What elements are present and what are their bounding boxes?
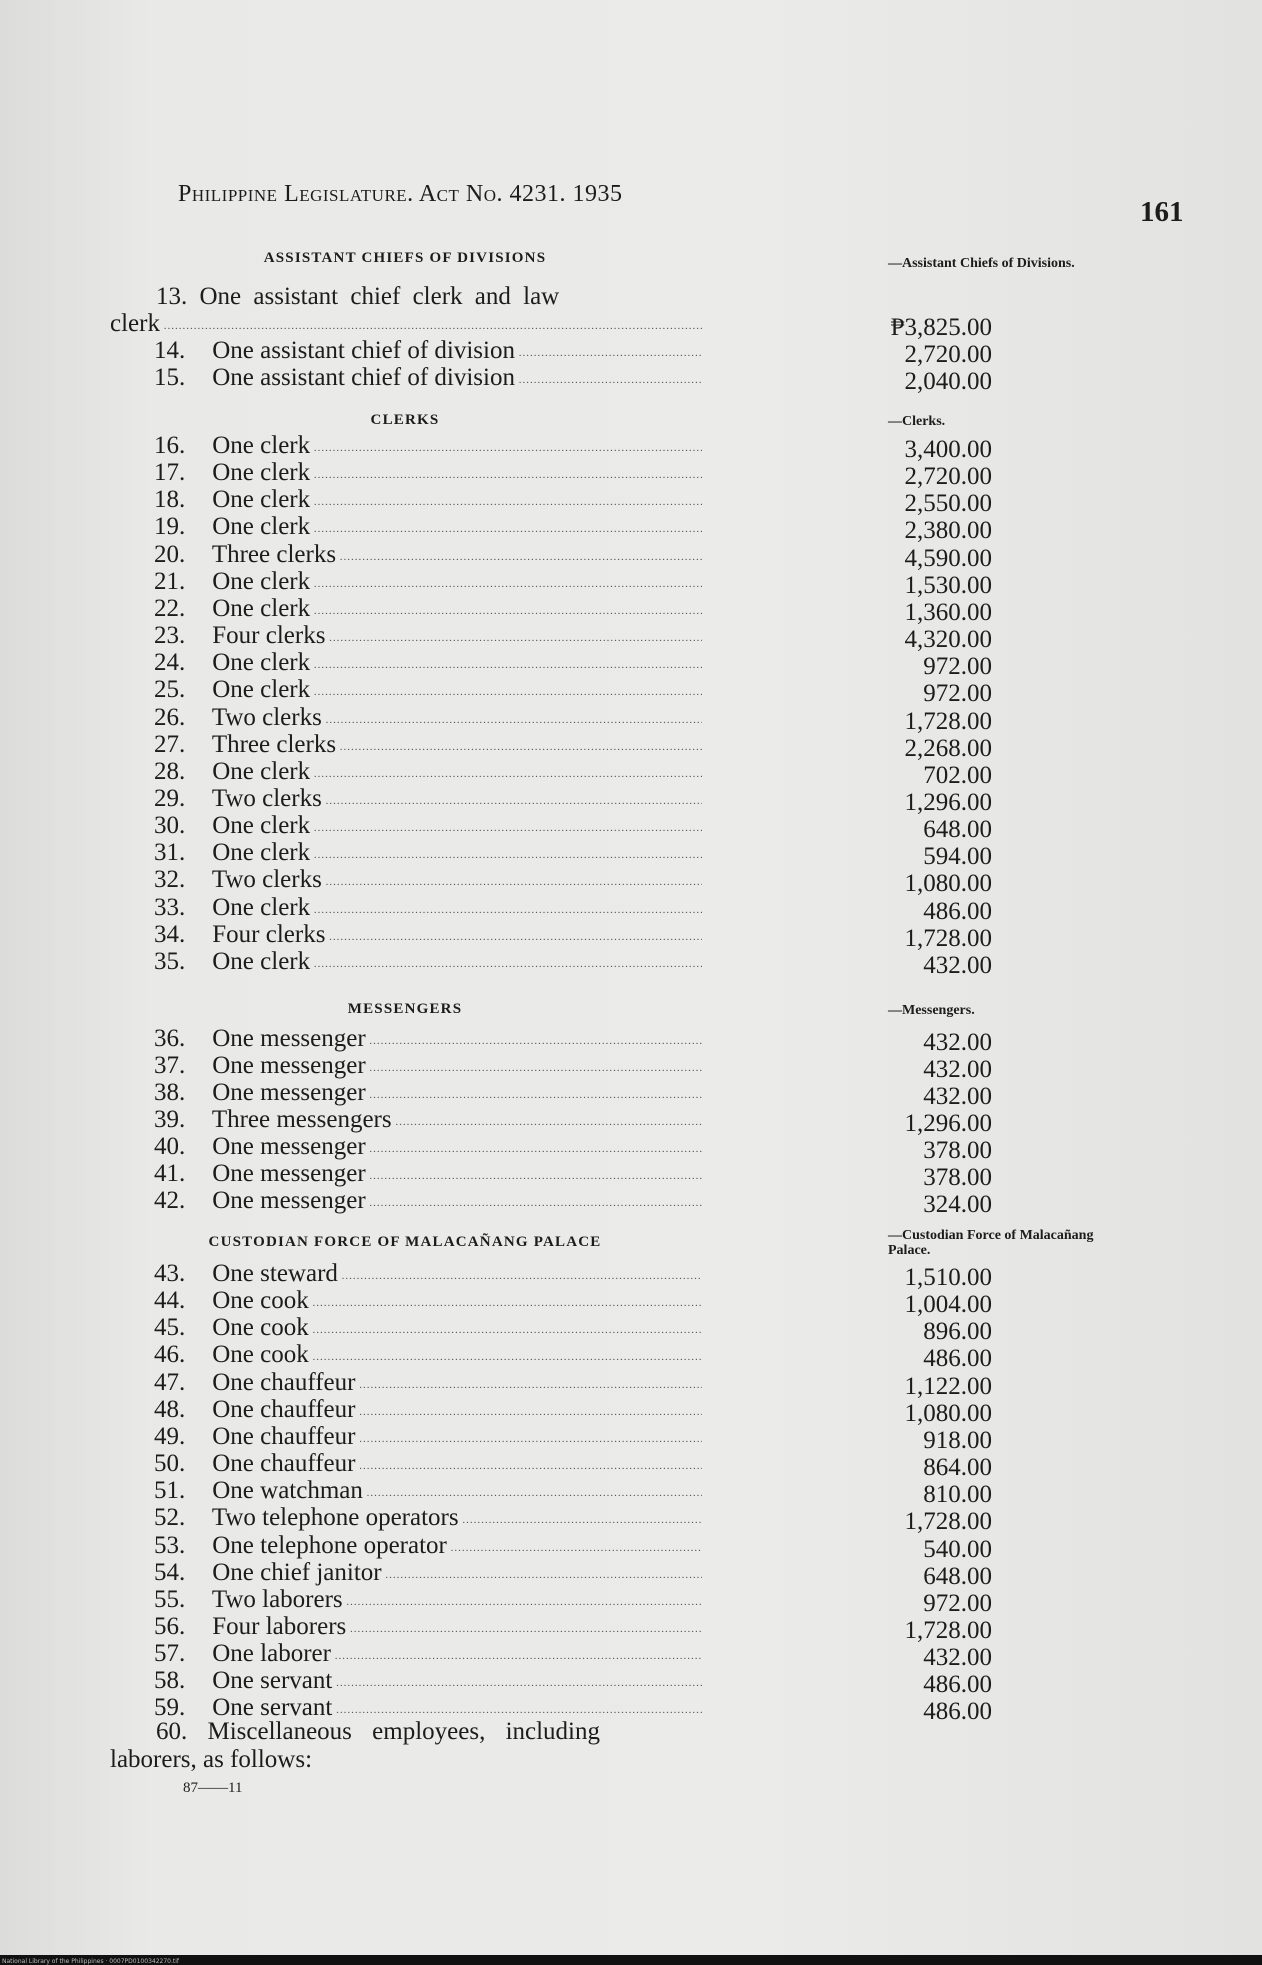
item-number: 27. [154,730,186,758]
table-row [110,594,992,626]
item-number: 48. [154,1395,186,1423]
table-row [110,432,992,463]
item-amount: 1,728.00 [904,707,992,735]
item-number: 39. [154,1106,186,1133]
item-description: One clerk [212,947,311,975]
item-description: One steward [212,1260,338,1287]
table-row [110,1368,992,1400]
item-amount: 2,550.00 [904,490,992,518]
table-row [110,310,992,341]
item-amount: 2,040.00 [904,368,992,395]
item-label [154,513,702,543]
item-description: One messenger [212,1052,366,1079]
item-number: 37. [154,1052,186,1079]
item-description: One chauffeur [212,1395,356,1423]
item-number: 34. [154,920,186,948]
section-heading-assistant-chiefs: ASSISTANT CHIEFS OF DIVISIONS [263,250,547,266]
item-description: One clerk [212,432,311,459]
item-number: 45. [154,1314,186,1342]
item-label [154,1667,702,1697]
item-description: One clerk [212,839,311,867]
table-row [110,676,992,708]
item-amount: 2,380.00 [904,517,992,545]
item-label [154,432,702,462]
item-amount: 1,080.00 [904,1399,992,1427]
item-description: One messenger [212,1160,366,1187]
table-row [110,486,992,518]
item-label [154,1586,702,1616]
table-row [110,1395,992,1427]
item-number: 51. [154,1477,186,1505]
item-amount: 432.00 [923,951,992,979]
item-description: One assistant chief of division [212,364,515,391]
item-number: 24. [154,649,186,677]
item-label [154,1369,702,1399]
item-label [154,812,702,842]
table-row [110,893,992,925]
table-row [110,812,992,844]
item-description: One assistant chief of division [212,337,515,364]
item-label [154,1052,702,1082]
item-amount: 648.00 [923,1562,992,1590]
item-number: 52. [154,1504,186,1532]
table-row [110,703,992,735]
item-description: Four laborers [212,1612,347,1640]
table-row [110,1025,992,1056]
table-row [110,622,992,654]
item-label [154,704,702,734]
item-number: 41. [154,1160,186,1187]
item-amount: 702.00 [923,761,992,789]
item-label [154,1504,702,1534]
item-description: One watchman [212,1477,363,1505]
item-number: 58. [154,1667,186,1695]
item-description: One clerk [212,812,311,840]
item-number: 55. [154,1585,186,1613]
item-label [154,758,702,788]
item-label [154,894,702,924]
item-description: Three messengers [211,1106,392,1133]
item-label [154,1450,702,1480]
item-description: One clerk [212,567,311,595]
item-description: One clerk [212,649,311,677]
item-label [154,1187,702,1217]
item-amount: 378.00 [923,1137,992,1164]
item-amount: 4,320.00 [904,626,992,654]
item-number: 15. [154,364,186,391]
table-row [110,1052,992,1083]
item-description: One clerk [212,459,311,487]
table-row [110,1422,992,1454]
item-amount: 324.00 [923,1191,992,1218]
item-label [154,921,702,951]
item-number: 23. [154,622,186,650]
item-label [154,486,702,516]
item-amount: 486.00 [923,1671,992,1699]
item-amount: 432.00 [923,1083,992,1110]
item-number: 38. [154,1079,186,1106]
item-label [154,1396,702,1426]
item-description: Four clerks [212,622,326,650]
item-label [154,948,702,978]
table-row [110,784,992,816]
table-row [110,1531,992,1563]
item-number: 18. [154,486,186,514]
item-label [154,866,702,896]
item-amount: 2,268.00 [904,734,992,762]
footer-credit: National Library of the Philippines · 0007PD0100342270.tif [2,1958,180,1965]
item-number: 17. [154,459,186,487]
item-number: 32. [154,866,186,894]
item-amount: 1,510.00 [904,1264,992,1291]
item-number: 19. [154,513,186,541]
item-label [154,1613,702,1643]
table-row [110,1133,992,1164]
item-amount: 896.00 [923,1318,992,1346]
item-amount: 1,296.00 [904,1110,992,1137]
item-label [154,1559,702,1589]
item-number: 33. [154,893,186,921]
item-label [154,1341,702,1371]
signature-mark: 87——11 [183,1780,243,1796]
item-description: One clerk [212,513,311,541]
item-number: 43. [154,1260,186,1287]
item-amount: 1,080.00 [904,870,992,898]
item-number: 31. [154,839,186,867]
item-description: One laborer [212,1640,331,1668]
table-row [110,1260,992,1291]
item-amount: 972.00 [923,680,992,708]
item-amount: 1,004.00 [904,1291,992,1319]
item-amount: 594.00 [923,843,992,871]
item-label [154,649,702,679]
item-label [154,337,702,367]
table-row [110,1106,992,1137]
item-description: Three clerks [211,540,337,568]
item-60-line2: laborers, as follows: [110,1746,313,1773]
item-description: Three clerks [211,730,337,758]
page-number: 161 [1140,196,1184,228]
item-13-line1: 13. One assistant chief clerk and law [156,283,560,310]
table-row [110,1504,992,1536]
table-row [110,1287,992,1319]
section-heading-custodian: CUSTODIAN FORCE OF MALACAÑANG PALACE [208,1234,602,1250]
item-label [154,1133,702,1163]
table-row [110,1558,992,1590]
table-row [110,866,992,898]
item-description: One clerk [212,594,311,622]
table-row [110,513,992,545]
item-label [154,676,702,706]
item-description: One clerk [212,757,311,785]
item-amount: 4,590.00 [904,544,992,572]
item-number: 44. [154,1287,186,1315]
item-amount: 1,728.00 [904,924,992,952]
item-number: 36. [154,1025,186,1052]
item-amount: 1,728.00 [904,1508,992,1536]
item-description: One clerk [212,486,311,514]
table-row [110,1640,992,1672]
table-row [110,1477,992,1509]
item-amount: 2,720.00 [904,463,992,491]
item-label [154,1160,702,1190]
item-description: One chauffeur [212,1422,356,1450]
item-label [154,1287,702,1317]
item-description: One clerk [212,676,311,704]
item-amount: 432.00 [923,1029,992,1056]
item-number: 29. [154,784,186,812]
table-row [110,1667,992,1699]
item-amount: 378.00 [923,1164,992,1191]
table-row [110,1079,992,1110]
item-number: 20. [154,540,186,568]
item-label [154,364,702,394]
margin-note-assistant-chiefs: —Assistant Chiefs of Divisions. [888,256,1075,271]
item-description: One servant [212,1667,333,1695]
item-number: 50. [154,1450,186,1478]
item-description: One cook [212,1287,309,1315]
item-label [154,731,702,761]
item-description: Two clerks [211,703,322,731]
table-row [110,757,992,789]
table-row [110,1341,992,1373]
table-row [110,1612,992,1644]
table-row [110,839,992,871]
item-amount: 1,296.00 [904,788,992,816]
item-label [154,1025,702,1055]
item-label [154,595,702,625]
item-label [154,1314,702,1344]
item-number: 53. [154,1531,186,1559]
item-60-line1: 60. Miscellaneous employees, including [156,1718,601,1745]
item-label [154,622,702,652]
item-amount: 1,360.00 [904,598,992,626]
item-description: One messenger [212,1079,366,1106]
item-label [154,839,702,869]
item-amount: 486.00 [923,1698,992,1726]
item-label [154,1640,702,1670]
item-amount: 432.00 [923,1056,992,1083]
item-amount: 918.00 [923,1426,992,1454]
item-13-amount: ₱3,825.00 [890,314,992,341]
item-number: 30. [154,812,186,840]
item-description: One chauffeur [212,1450,356,1478]
table-row [110,1314,992,1346]
section-heading-messengers: MESSENGERS [347,1001,463,1017]
item-number: 56. [154,1612,186,1640]
item-amount: 540.00 [923,1535,992,1563]
item-label [154,1423,702,1453]
item-description: Two telephone operators [211,1504,459,1532]
item-amount: 972.00 [923,653,992,681]
item-amount: 432.00 [923,1644,992,1672]
item-label [154,1106,702,1136]
item-amount: 3,400.00 [904,436,992,463]
item-label [154,1532,702,1562]
item-description: Two clerks [211,784,322,812]
item-label [154,1079,702,1109]
table-row [110,1160,992,1191]
item-amount: 972.00 [923,1589,992,1617]
item-number: 57. [154,1640,186,1668]
table-row [110,540,992,572]
item-description: One chief janitor [212,1558,382,1586]
item-number: 46. [154,1341,186,1369]
item-amount: 1,530.00 [904,571,992,599]
item-number: 42. [154,1187,186,1214]
item-description: One cook [212,1314,309,1342]
item-amount: 1,728.00 [904,1616,992,1644]
item-amount: 648.00 [923,816,992,844]
item-amount: 2,720.00 [904,341,992,368]
item-number: 16. [154,432,186,459]
item-label [154,541,702,571]
item-description: One messenger [212,1025,366,1052]
item-number: 59. [154,1694,186,1722]
table-row [110,730,992,762]
item-number: 22. [154,594,186,622]
item-number: 21. [154,567,186,595]
item-amount: 486.00 [923,897,992,925]
item-label [154,1477,702,1507]
item-description: Four clerks [212,920,326,948]
item-label [154,568,702,598]
margin-note-clerks: —Clerks. [888,414,946,429]
item-number: 49. [154,1422,186,1450]
table-row [110,1187,992,1218]
item-label [154,1260,702,1290]
item-number: 25. [154,676,186,704]
table-row [110,947,992,979]
footer-strip [0,1955,1262,1965]
item-number: 54. [154,1558,186,1586]
item-description: Two clerks [211,866,322,894]
item-amount: 864.00 [923,1454,992,1482]
item-number: 40. [154,1133,186,1160]
table-row [110,337,992,368]
item-number: 26. [154,703,186,731]
item-13-line2: clerk ..... [110,310,702,340]
item-amount: 810.00 [923,1481,992,1509]
section-heading-clerks: CLERKS [370,412,440,428]
table-row [110,1585,992,1617]
item-description: One messenger [212,1133,366,1160]
running-head: Philippine Legislature. Act No. 4231. 1935 [178,181,623,207]
table-row [110,364,992,395]
item-description: One telephone operator [212,1531,447,1559]
item-amount: 1,122.00 [904,1372,992,1400]
item-description: One servant [212,1694,333,1722]
item-description: One clerk [212,893,311,921]
table-row [110,459,992,491]
item-label [154,459,702,489]
item-amount: 486.00 [923,1345,992,1373]
item-label [154,785,702,815]
item-number: 35. [154,947,186,975]
item-number: 47. [154,1368,186,1396]
margin-note-custodian: —Custodian Force of Malacañang Palace. [888,1228,1094,1258]
item-number: 14. [154,337,186,364]
margin-note-messengers: —Messengers. [888,1003,975,1018]
table-row [110,649,992,681]
item-description: One chauffeur [212,1368,356,1396]
item-description: One messenger [212,1187,366,1214]
table-row [110,920,992,952]
table-row [110,1450,992,1482]
item-description: One cook [212,1341,309,1369]
table-row [110,567,992,599]
item-number: 28. [154,757,186,785]
item-description: Two laborers [211,1585,343,1613]
